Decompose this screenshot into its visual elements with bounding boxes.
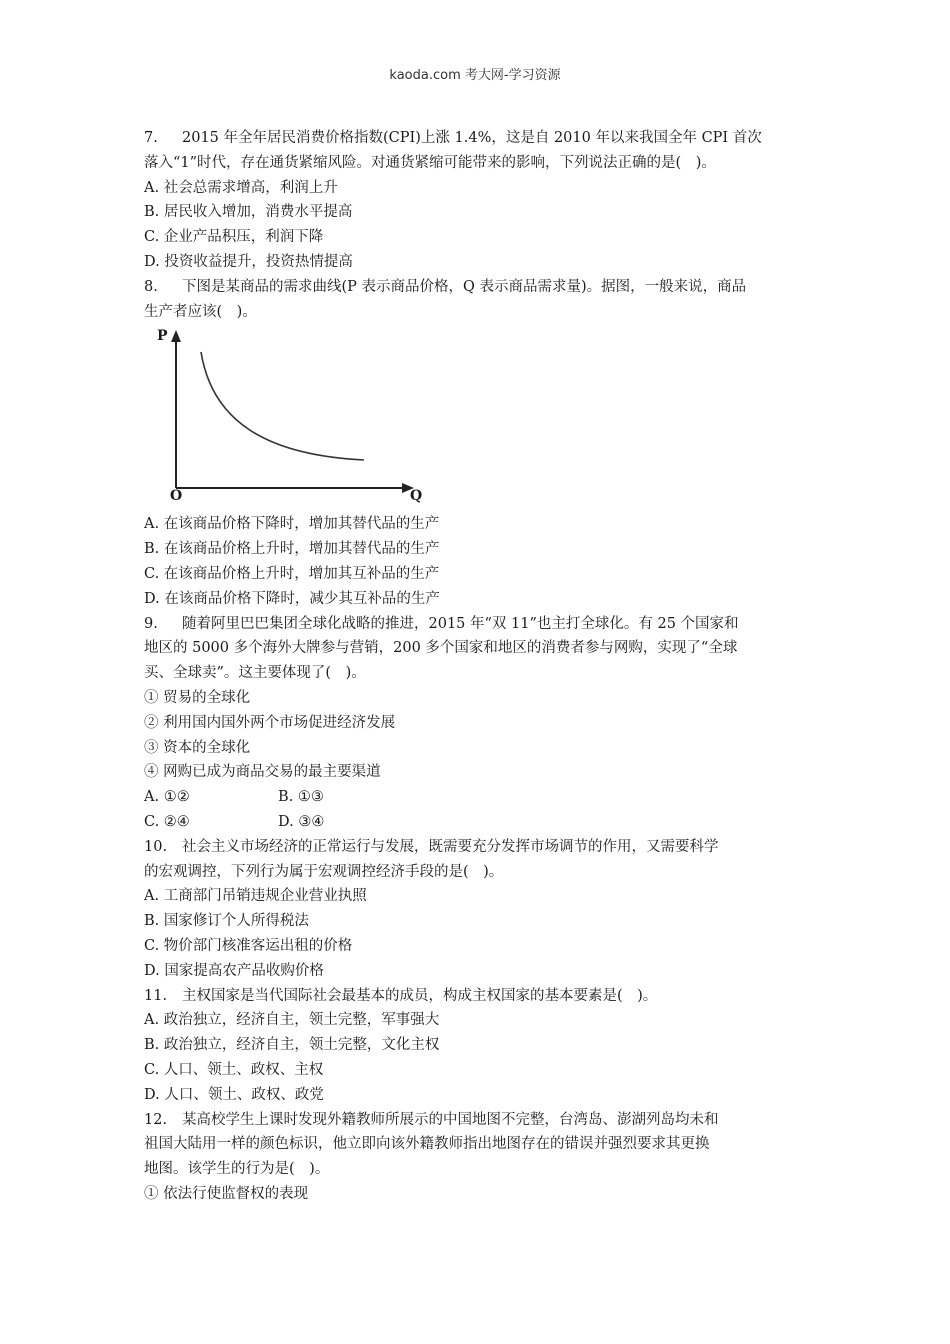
question-12-stem-line-3: 地图。该学生的行为是( )。	[144, 1161, 330, 1178]
question-7	[144, 126, 809, 275]
option-c: C. ②④	[144, 813, 190, 830]
option-b: B. 居民收入增加，消费水平提高	[144, 204, 353, 221]
statement-2: ② 利用国内国外两个市场促进经济发展	[144, 714, 396, 731]
question-text: 主权国家是当代国际社会最基本的成员，构成主权国家的基本要素是( )。	[182, 987, 658, 1004]
demand-curve	[201, 352, 364, 460]
question-number: 8.	[144, 278, 158, 295]
question-number: 11.	[144, 987, 168, 1004]
question-12	[144, 1108, 809, 1207]
option-d: D. 国家提高农产品收购价格	[144, 962, 324, 979]
option-c: C. 人口、领土、政权、主权	[144, 1061, 324, 1078]
y-axis-label: P	[157, 328, 168, 345]
question-7-stem-line-2: 落入“1”时代，存在通货紧缩风险。对通货紧缩可能带来的影响，下列说法正确的是( )。	[144, 154, 716, 171]
question-7-stem-line-1	[144, 126, 809, 151]
y-axis-arrow-icon	[171, 330, 181, 342]
option-b: B. 政治独立，经济自主，领土完整，文化主权	[144, 1037, 440, 1054]
question-text: 随着阿里巴巴集团全球化战略的推进，2015 年“双 11”也主打全球化。有 25 个国家和	[182, 615, 739, 632]
option-row-cd	[144, 810, 809, 835]
question-text: 下图是某商品的需求曲线(P 表示商品价格，Q 表示商品需求量)。据图，一般来说，商品	[182, 278, 747, 295]
x-axis-label: Q	[410, 488, 423, 505]
option-a: A. 政治独立，经济自主，领土完整，军事强大	[144, 1012, 440, 1029]
question-10	[144, 835, 809, 984]
question-number: 7.	[144, 130, 158, 146]
question-12-stem-line-2: 祖国大陆用一样的颜色标识，他立即向该外籍教师指出地图存在的错误并强烈要求其更换	[144, 1136, 710, 1153]
option-b: B. 在该商品价格上升时，增加其替代品的生产	[144, 541, 440, 558]
question-text: 社会主义市场经济的正常运行与发展，既需要充分发挥市场调节的作用，又需要科学	[182, 838, 719, 855]
question-9-stem-line-1	[144, 612, 809, 637]
option-c: C. 物价部门核准客运出租的价格	[144, 937, 353, 954]
option-a: A. 工商部门吊销违规企业营业执照	[144, 888, 367, 905]
statement-3: ③ 资本的全球化	[144, 739, 251, 756]
question-9-stem-line-3: 买、全球卖”。这主要体现了( )。	[144, 665, 366, 682]
option-b: B. 国家修订个人所得税法	[144, 913, 309, 930]
option-d: D. ③④	[278, 813, 325, 830]
question-12-stem-line-1	[144, 1108, 809, 1133]
option-a: A. ①②	[144, 789, 190, 806]
option-a: A. 社会总需求增高，利润上升	[144, 179, 338, 196]
option-a: A. 在该商品价格下降时，增加其替代品的生产	[144, 516, 440, 533]
question-11-stem-line-1	[144, 984, 809, 1009]
question-number: 10.	[144, 838, 168, 855]
option-d: D. 在该商品价格下降时，减少其互补品的生产	[144, 590, 440, 607]
option-d: D. 人口、领土、政权、政党	[144, 1086, 324, 1103]
question-text: 某高校学生上课时发现外籍教师所展示的中国地图不完整，台湾岛、澎湖列岛均未和	[182, 1111, 719, 1128]
demand-curve-graph	[144, 328, 434, 506]
page-header: kaoda.com 考大网-学习资源	[389, 68, 561, 83]
question-number: 9.	[144, 615, 158, 632]
question-11	[144, 984, 809, 1108]
option-c: C. 在该商品价格上升时，增加其互补品的生产	[144, 565, 440, 582]
question-9	[144, 612, 809, 835]
question-8-stem-line-2: 生产者应该( )。	[144, 303, 257, 320]
question-8-stem-line-1	[144, 275, 809, 300]
document-body	[144, 126, 809, 1207]
option-c: C. 企业产品积压，利润下降	[144, 229, 324, 246]
origin-label: O	[170, 488, 183, 505]
question-number: 12.	[144, 1111, 168, 1128]
question-10-stem-line-2: 的宏观调控，下列行为属于宏观调控经济手段的是( )。	[144, 863, 504, 880]
demand-curve-figure	[144, 328, 434, 506]
question-text: 2015 年全年居民消费价格指数(CPI)上涨 1.4%，这是自 2010 年以来我国全年 CPI 首次	[182, 130, 762, 146]
option-row-ab	[144, 785, 809, 810]
option-d: D. 投资收益提升，投资热情提高	[144, 253, 353, 270]
statement-1: ① 依法行使监督权的表现	[144, 1185, 309, 1202]
statement-4: ④ 网购已成为商品交易的最主要渠道	[144, 764, 381, 781]
question-10-stem-line-1	[144, 835, 809, 860]
statement-1: ① 贸易的全球化	[144, 689, 251, 706]
question-8	[144, 275, 809, 612]
question-9-stem-line-2: 地区的 5000 多个海外大牌参与营销，200 多个国家和地区的消费者参与网购，实现了“全球	[144, 640, 738, 657]
option-b: B. ①③	[278, 789, 324, 806]
